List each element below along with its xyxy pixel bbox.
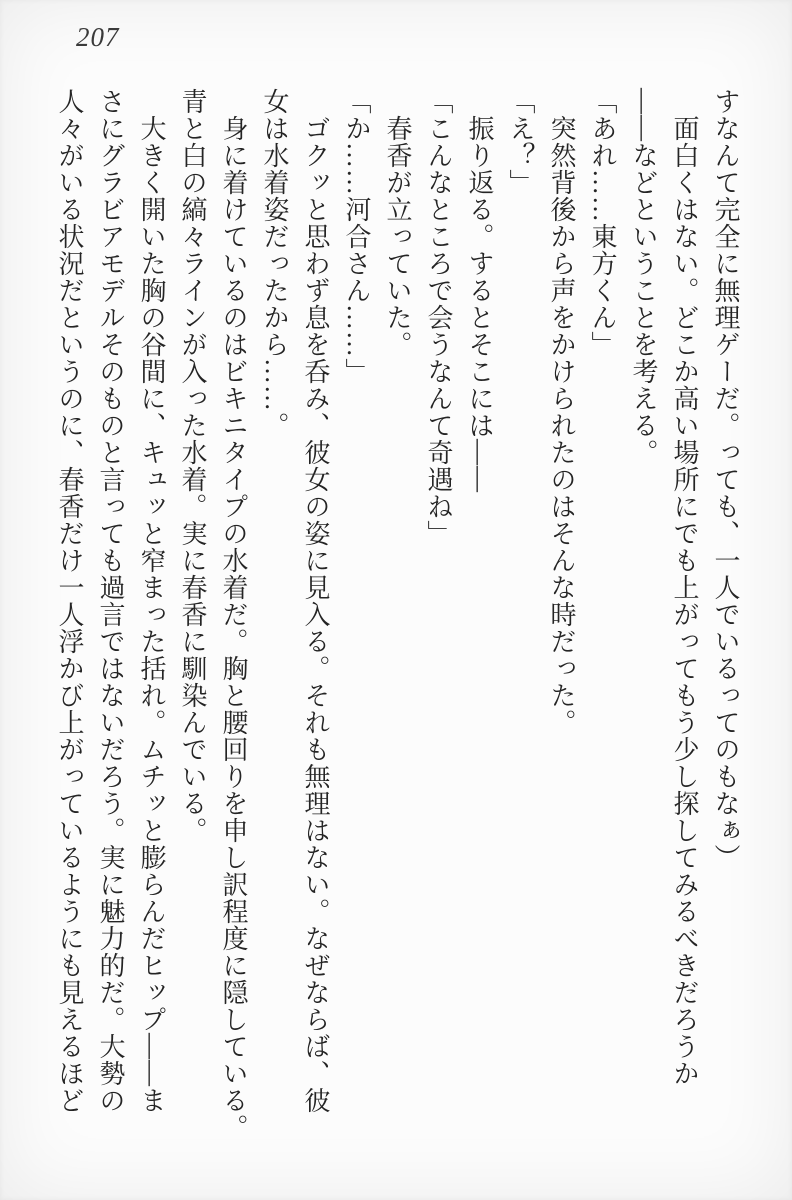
text-line: 「こんなところで会うなんて奇遇ね」: [424, 88, 453, 547]
text-line: 面白くはない。どこか高い場所にでも上がってもう少し探してみるべきだろうか: [670, 115, 699, 1087]
text-line: 人々がいる状況だというのに、春香だけ一人浮かび上がっているようにも見えるほど: [55, 88, 84, 1114]
text-line: 春香が立っていた。: [383, 115, 412, 358]
text-line: 「あれ……東方くん」: [588, 88, 617, 358]
text-line: 女は水着姿だったから……。: [260, 88, 289, 439]
text-line: ゴクッと思わず息を呑み、彼女の姿に見入る。それも無理はない。なぜならば、彼: [301, 115, 330, 1114]
body-text: [49, 88, 746, 1154]
text-line: 突然背後から声をかけられたのはそんな時だった。: [547, 115, 576, 736]
text-line: 青と白の縞々ラインが入った水着。実に春香に馴染んでいる。: [178, 88, 207, 844]
text-line: ――などということを考える。: [629, 88, 658, 466]
page-number: 207: [76, 22, 120, 52]
text-line: 「か……河合さん……」: [342, 88, 371, 385]
text-line: 大きく開いた胸の谷間に、キュッと窄まった括れ。ムチッと膨らんだヒップ――ま: [137, 115, 166, 1114]
text-line: 「え？」: [506, 88, 535, 196]
text-line: 振り返る。するとそこには――: [465, 115, 494, 493]
text-line: すなんて完全に無理ゲーだ。っても、一人でいるってのもなぁ）: [711, 88, 740, 871]
text-line: さにグラビアモデルそのものと言っても過言ではないだろう。実に魅力的だ。大勢の: [96, 88, 125, 1114]
text-line: 身に着けているのはビキニタイプの水着だ。胸と腰回りを申し訳程度に隠している。: [219, 115, 248, 1141]
